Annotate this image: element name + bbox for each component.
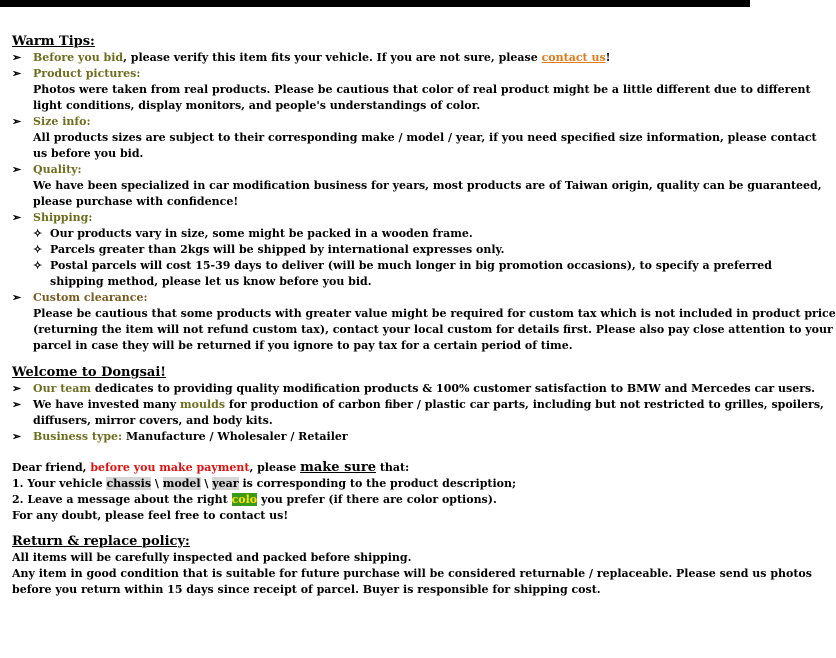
invest-item: [12, 397, 824, 413]
arrow-bullet-icon: ➢: [12, 211, 22, 224]
shipping-item-3: [12, 258, 772, 274]
item-1-post: is corresponding to the product description;: [238, 477, 517, 490]
pictures-line-1: Photos were taken from real products. Please be cautious that color of real product might be a little different due to different: [33, 83, 811, 96]
shipping-item-3-text: Postal parcels will cost 15-39 days to deliver (will be much longer in big promotion occasions), to specify a preferred: [50, 259, 772, 272]
quality-line-1: We have been specialized in car modification business for years, most products are of Taiwan origin, quality can be guaranteed,: [33, 179, 822, 192]
quality-label: Quality:: [33, 163, 82, 176]
business-item: [12, 429, 736, 445]
size-line-1: All products sizes are subject to their corresponding make / model / year, if you need specified size information, please contact: [33, 131, 817, 144]
arrow-bullet-icon: ➢: [12, 398, 22, 411]
dear-pre: Dear friend,: [12, 461, 91, 474]
invest-pre: We have invested many: [33, 398, 180, 411]
chassis-word: chassis: [106, 477, 152, 490]
item-2-pre: 2. Leave a message about the right: [12, 493, 232, 506]
dear-mid: , please: [249, 461, 301, 474]
return-policy-heading: Return & replace policy:: [12, 534, 190, 549]
make-sure: make sure: [300, 460, 376, 475]
team-text: dedicates to providing quality modification products & 100% customer satisfaction to BMW and Mercedes car users.: [91, 382, 816, 395]
team-item: [12, 381, 816, 397]
dear-post: that:: [376, 461, 410, 474]
dear-item-2: [12, 492, 736, 508]
invest-line-2: diffusers, mirror covers, and body kits.: [33, 414, 273, 427]
moulds-word: moulds: [179, 398, 226, 411]
diamond-bullet-icon: ✧: [33, 259, 43, 272]
arrow-bullet-icon: ➢: [12, 163, 22, 176]
arrow-bullet-icon: ➢: [12, 430, 22, 443]
model-word: model: [162, 477, 201, 490]
sep-1: \: [151, 477, 163, 490]
top-bar: [0, 0, 750, 7]
diamond-bullet-icon: ✧: [33, 243, 43, 256]
shipping-item-2-text: Parcels greater than 2kgs will be shipped by international expresses only.: [50, 243, 505, 256]
pictures-tip: [12, 66, 736, 82]
customs-label: Custom clearance:: [33, 291, 148, 304]
return-line-3: before you return within 15 days since receipt of parcel. Buyer is responsible for shipping cost.: [12, 583, 601, 596]
payment-warning: before you make payment: [90, 461, 250, 474]
item-1-pre: 1. Your vehicle: [12, 477, 107, 490]
arrow-bullet-icon: ➢: [12, 115, 22, 128]
arrow-bullet-icon: ➢: [12, 67, 22, 80]
team-label: Our team: [33, 382, 92, 395]
bid-end: !: [605, 51, 611, 64]
pictures-label: Product pictures:: [33, 67, 141, 80]
welcome-heading: Welcome to Dongsai!: [12, 365, 166, 380]
arrow-bullet-icon: ➢: [12, 51, 22, 64]
year-word: year: [212, 477, 239, 490]
pictures-line-2: light conditions, display monitors, and people's understandings of color.: [33, 99, 481, 112]
dear-closing: For any doubt, please feel free to contact us!: [12, 509, 289, 522]
item-2-post: you prefer (if there are color options).: [257, 493, 497, 506]
arrow-bullet-icon: ➢: [12, 382, 22, 395]
customs-line-1: Please be cautious that some products with greater value might be required for custom tax which is not included in product price: [33, 307, 836, 320]
shipping-item-1: [12, 226, 736, 242]
quality-tip: [12, 162, 736, 178]
return-line-1: All items will be carefully inspected and packed before shipping.: [12, 551, 412, 564]
size-line-2: us before you bid.: [33, 147, 144, 160]
document-body: [12, 34, 836, 598]
customs-line-3: parcel in case they will be returned if you ignore to pay tax for a certain period of time.: [33, 339, 573, 352]
business-label: Business type:: [33, 430, 123, 443]
arrow-bullet-icon: ➢: [12, 291, 22, 304]
customs-line-2: (returning the item will not refund custom tax), contact your local custom for details first. Please also pay close attention to your: [33, 323, 833, 336]
quality-line-2: please purchase with confidence!: [33, 195, 239, 208]
shipping-item-1-text: Our products vary in size, some might be packed in a wooden frame.: [50, 227, 473, 240]
shipping-item-3-line-2: shipping method, please let us know before you bid.: [50, 275, 372, 288]
size-tip: [12, 114, 736, 130]
invest-rest: for production of carbon fiber / plastic car parts, including but not restricted to grilles, spoilers,: [225, 398, 824, 411]
diamond-bullet-icon: ✧: [33, 227, 43, 240]
bid-tip: [12, 50, 736, 66]
bid-label: Before you bid: [33, 51, 124, 64]
contact-us-link[interactable]: contact us: [541, 51, 606, 64]
return-line-2: Any item in good condition that is suitable for future purchase will be considered returnable / replaceable. Please send us photos: [12, 567, 812, 580]
color-word: colo: [231, 493, 258, 506]
dear-line: [12, 460, 736, 476]
shipping-tip: [12, 210, 736, 226]
business-text: Manufacture / Wholesaler / Retailer: [122, 430, 348, 443]
sep-2: \: [200, 477, 213, 490]
shipping-item-2: [12, 242, 736, 258]
customs-tip: [12, 290, 736, 306]
shipping-label: Shipping:: [33, 211, 93, 224]
dear-item-1: [12, 476, 736, 492]
warm-tips-heading: Warm Tips:: [12, 34, 95, 49]
bid-text: , please verify this item fits your vehicle. If you are not sure, please: [123, 51, 542, 64]
size-label: Size info:: [33, 115, 91, 128]
